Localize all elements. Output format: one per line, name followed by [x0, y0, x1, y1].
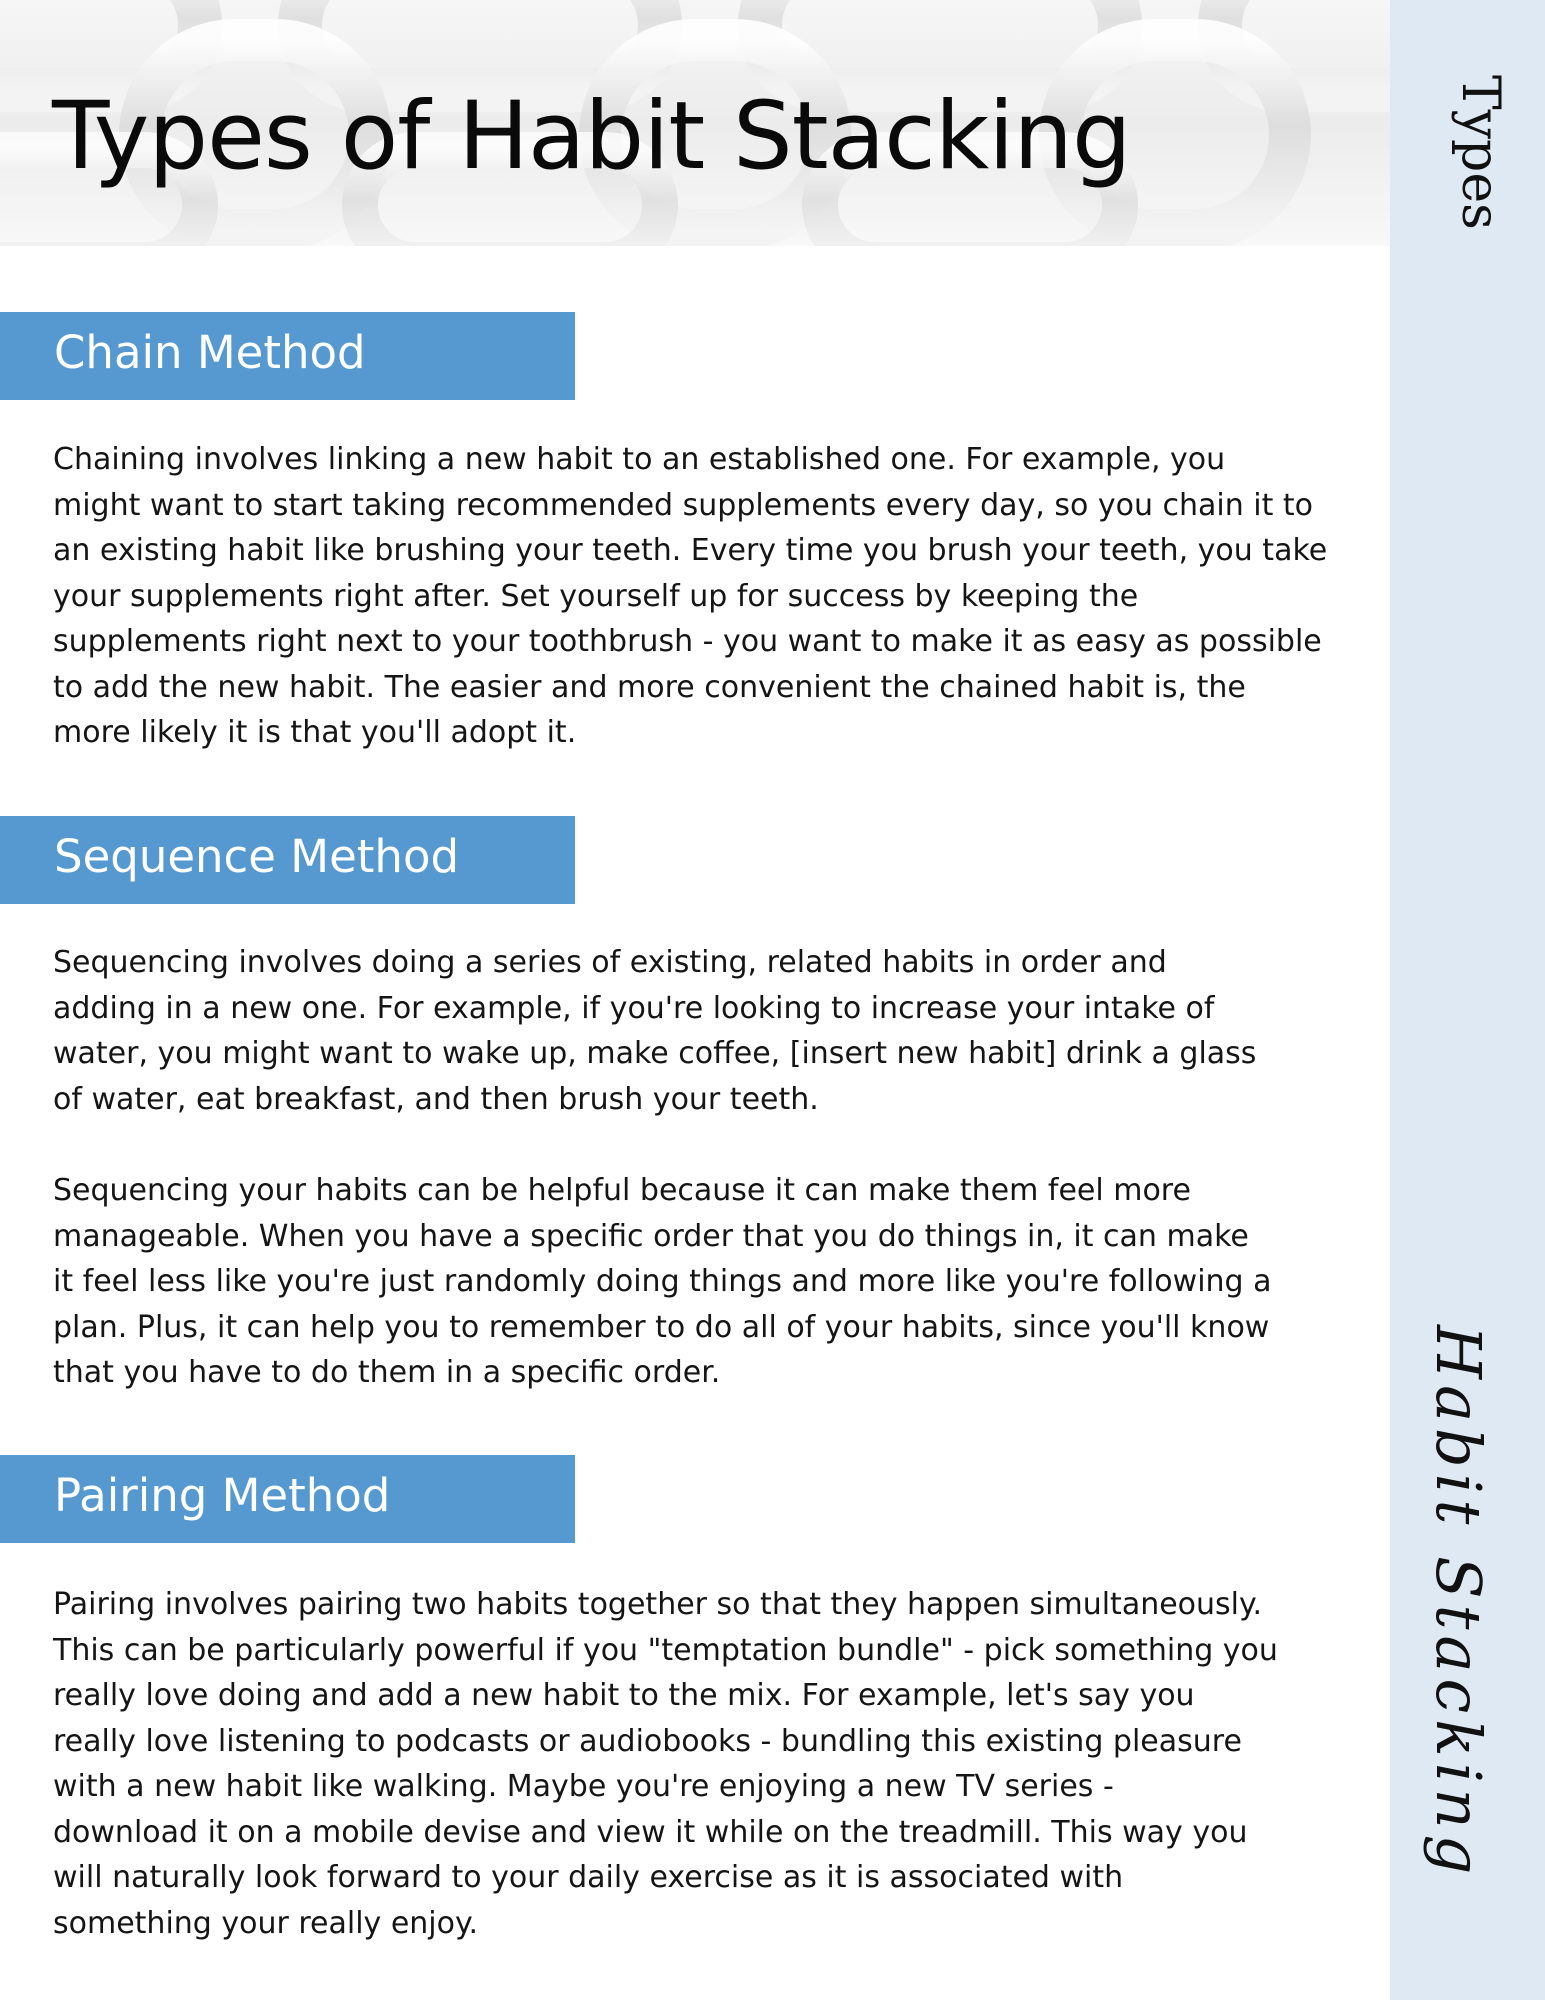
text-line: will naturally look forward to your daily exercise as it is associated with: [53, 1860, 1124, 1895]
section-header-sequence: [0, 816, 575, 904]
section-header-pairing: [0, 1455, 575, 1543]
text-line: really love doing and add a new habit to the mix. For example, let's say you: [53, 1678, 1195, 1713]
text-line: Chaining involves linking a new habit to an established one. For example, you: [53, 442, 1226, 477]
text-line: with a new habit like walking. Maybe you're enjoying a new TV series -: [53, 1769, 1114, 1804]
text-line: really love listening to podcasts or audiobooks - bundling this existing pleasure: [53, 1723, 1242, 1759]
text-line: Sequencing involves doing a series of existing, related habits in order and: [53, 945, 1167, 980]
text-line: something your really enjoy.: [53, 1905, 479, 1941]
text-line: more likely it is that you'll adopt it.: [53, 715, 577, 750]
text-line: plan. Plus, it can help you to remember to do all of your habits, since you'll know: [53, 1309, 1270, 1345]
section-header-chain: [0, 312, 575, 400]
paragraph-pairing: [53, 1582, 1353, 1946]
text-line: your supplements right after. Set yourself up for success by keeping the: [53, 578, 1139, 614]
paragraph-chain: [53, 437, 1353, 756]
section-heading: Chain Method: [54, 326, 366, 379]
paragraph-sequence-2: [53, 1168, 1353, 1396]
text-line: an existing habit like brushing your teeth. Every time you brush your teeth, you take: [53, 533, 1328, 568]
text-line: to add the new habit. The easier and more convenient the chained habit is, the: [53, 669, 1246, 705]
text-line: Pairing involves pairing two habits together so that they happen simultaneously.: [53, 1587, 1263, 1622]
text-line: of water, eat breakfast, and then brush your teeth.: [53, 1081, 819, 1117]
text-line: supplements right next to your toothbrush - you want to make it as easy as possible: [53, 624, 1322, 659]
paragraph-sequence-1: [53, 940, 1353, 1122]
section-heading: Pairing Method: [54, 1469, 391, 1522]
page-title: Types of Habit Stacking: [52, 82, 1131, 191]
text-line: This can be particularly powerful if you "temptation bundle" - pick something you: [53, 1632, 1278, 1668]
text-line: might want to start taking recommended supplements every day, so you chain it to: [53, 487, 1314, 523]
text-line: it feel less like you're just randomly doing things and more like you're following a: [53, 1264, 1272, 1299]
text-line: Sequencing your habits can be helpful because it can make them feel more: [53, 1173, 1191, 1208]
side-tab-label-bottom: Habit Stacking: [1422, 1325, 1495, 1881]
text-line: that you have to do them in a specific order.: [53, 1355, 721, 1390]
section-heading: Sequence Method: [54, 830, 460, 883]
text-line: manageable. When you have a specific order that you do things in, it can make: [53, 1218, 1249, 1254]
text-line: adding in a new one. For example, if you're looking to increase your intake of: [53, 990, 1215, 1026]
side-tab-label-top: Types: [1450, 75, 1510, 230]
text-line: water, you might want to wake up, make coffee, [insert new habit] drink a glass: [53, 1036, 1257, 1071]
text-line: download it on a mobile devise and view it while on the treadmill. This way you: [53, 1814, 1248, 1850]
